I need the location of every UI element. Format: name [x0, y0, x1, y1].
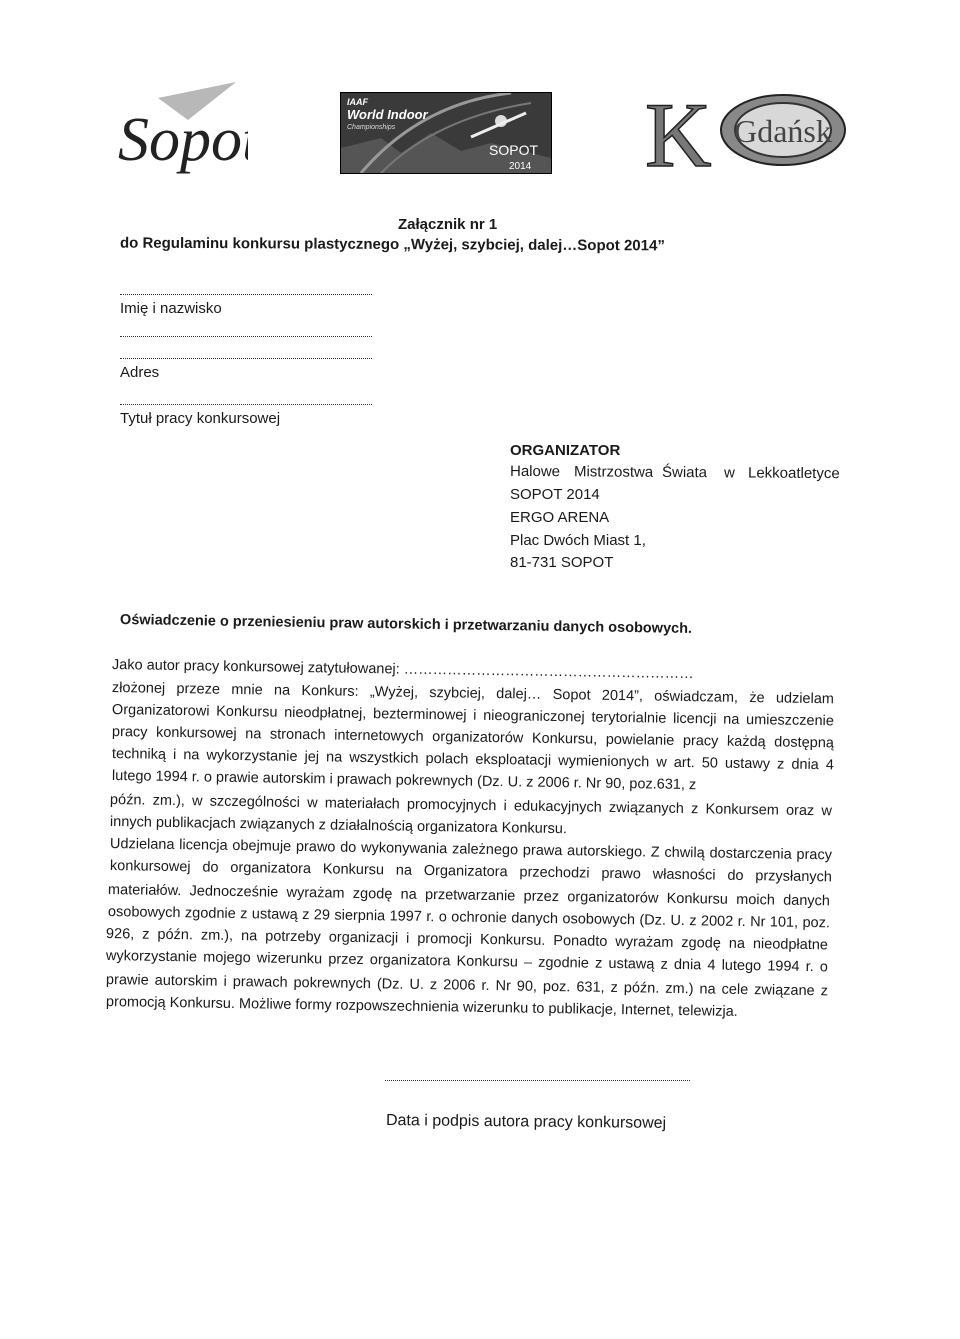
organizer-line-1 — [510, 463, 840, 485]
address-dotted-line-2 — [120, 358, 372, 359]
statement-line: późn. zm.), w szczególności w materiałach promocyjnych i edukacyjnych związanych z Konkursem oraz w — [109, 792, 833, 820]
ko-gdansk-logo — [645, 92, 850, 170]
statement-line: Jako autor pracy konkursowej zatytułowanej: …………………………………………………… — [111, 657, 694, 683]
title-label: Tytuł pracy konkursowej — [120, 410, 281, 427]
organizer-line-3: ERGO ARENA — [510, 509, 610, 526]
iaaf-text: IAAF — [347, 97, 368, 107]
iaaf-year-text: 2014 — [509, 161, 532, 172]
attachment-title: Załącznik nr 1 — [398, 216, 498, 233]
address-dotted-line-1 — [120, 336, 372, 337]
organizer-word-3: Świata — [661, 463, 708, 482]
iaaf-world-indoor-logo — [340, 92, 552, 174]
address-label: Adres — [120, 364, 160, 381]
statement-line: Udzielana licencja obejmuje prawo do wykonywania zależnego prawa autorskiego. Z chwilą dostarczenia pracy — [109, 836, 833, 864]
statement-line: techniką i na wykorzystanie jej na wszystkich polach eksploatacji wymienionych w art. 50 ustawy z dnia 4 — [111, 746, 835, 774]
statement-line: wykorzystanie mojego wizerunku przez organizatora Konkursu – zgodnie z ustawą z dnia 4 lutego 1994 r. o — [105, 948, 829, 976]
statement-line: innych publikacjach związanych z działalnością organizatora Konkursu. — [109, 814, 568, 838]
organizer-line-2: SOPOT 2014 — [510, 486, 600, 503]
organizer-heading: ORGANIZATOR — [510, 442, 621, 459]
statement-line: lutego 1994 r. o prawie autorskim i prawach pokrewnych (Dz. U. z 2006 r. Nr 90, poz.631, z — [111, 768, 697, 794]
statement-line: Organizatorowi Konkursu nieodpłatnej, bezterminowej i nieograniczonej terytorialnie licencji na umieszczenie — [111, 702, 835, 730]
statement-line: pracy konkursowej na stronach internetowych organizatorów Konkursu, powielanie pracy każdą dostępną — [111, 724, 835, 752]
statement-heading: Oświadczenie o przeniesieniu praw autorskich i przetwarzaniu danych osobowych. — [119, 612, 693, 637]
organizer-line-5: 81-731 SOPOT — [510, 554, 614, 571]
signature-label: Data i podpis autora pracy konkursowej — [385, 1112, 667, 1132]
attachment-subtitle: do Regulaminu konkursu plastycznego „Wyżej, szybciej, dalej…Sopot 2014” — [119, 234, 665, 255]
organizer-word-5: Lekkoatletyce — [747, 464, 840, 483]
statement-line: osobowych zgodnie z ustawą z 29 sierpnia 1997 r. o ochronie danych osobowych (Dz. U. z 2002 r. Nr 101, poz. — [107, 904, 831, 932]
sopot-logo — [118, 78, 248, 178]
gdansk-text: Gdańsk — [734, 113, 832, 149]
statement-line: materiałów. Jednocześnie wyrażam zgodę na przetwarzanie przez organizatorów Konkursu moich danych — [107, 882, 831, 910]
statement-line: konkursowej do organizatora Konkursu na Organizatora przechodzi prawo własności do przysłanych — [109, 858, 833, 886]
organizer-word-4: w — [723, 464, 735, 482]
name-label: Imię i nazwisko — [120, 300, 222, 317]
organizer-word-2: Mistrzostwa — [573, 463, 654, 481]
sopot-logo-text: Sopot — [118, 106, 248, 174]
organizer-word-1: Halowe — [509, 462, 561, 481]
world-indoor-text: World Indoor — [347, 107, 428, 122]
statement-line: 926, z późn. zm.), na potrzeby organizacji i promocji Konkursu. Ponadto wyrażam zgodę na nieodpłatne — [105, 926, 829, 954]
statement-line: złożonej przeze mnie na Konkurs: „Wyżej, szybciej, dalej… Sopot 2014”, oświadczam, że udzielam — [111, 680, 835, 708]
ko-letter: K — [645, 92, 712, 170]
title-dotted-line — [120, 404, 372, 405]
signature-dotted-line — [385, 1080, 690, 1081]
name-dotted-line — [120, 294, 372, 295]
statement-line: promocją Konkursu. Możliwe formy rozpowszechnienia wizerunku to publikacje, Internet, telewizja. — [105, 994, 738, 1020]
iaaf-sopot-text: SOPOT — [489, 142, 539, 158]
championships-text: Championships — [347, 124, 396, 131]
statement-line: prawie autorskim i prawach pokrewnych (Dz. U. z 2006 r. Nr 90, poz. 631, z późn. zm.) na cele związane z — [105, 972, 829, 1000]
organizer-line-4: Plac Dwóch Miast 1, — [510, 532, 646, 549]
